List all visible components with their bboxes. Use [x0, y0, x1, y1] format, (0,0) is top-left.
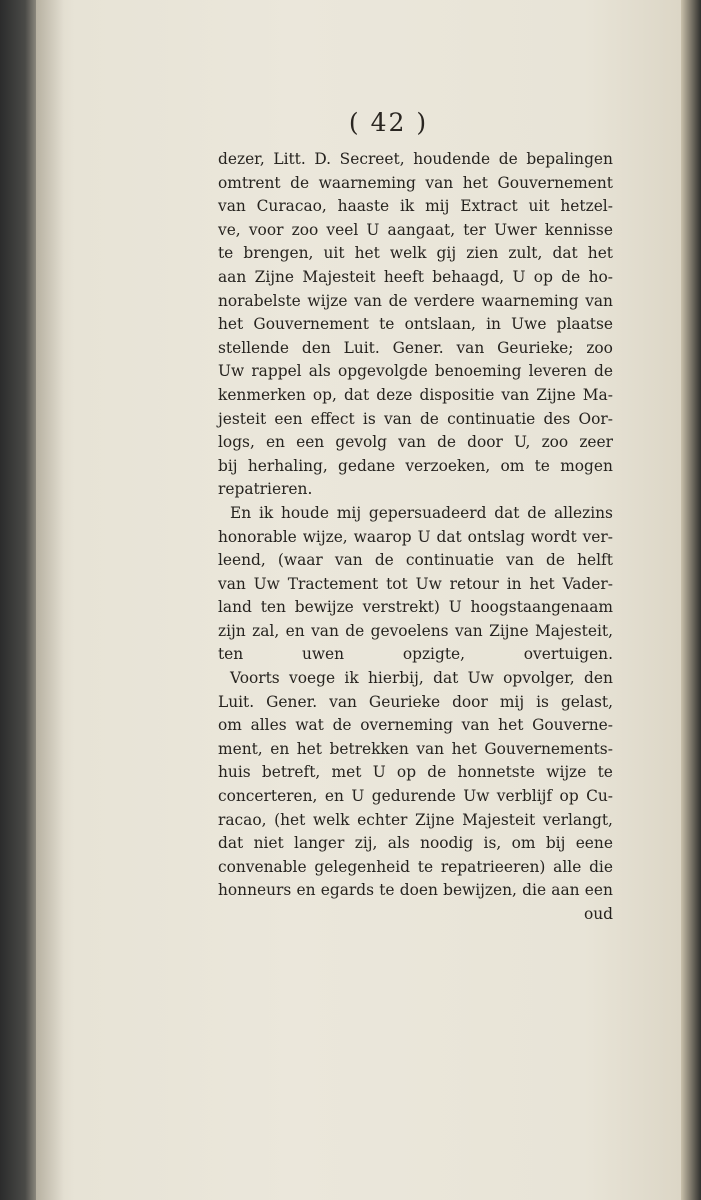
text-line: concerteren, en U gedurende Uw verblijf op Cu- — [218, 787, 613, 806]
text-line: van Curacao, haaste ik mij Extract uit hetzel- — [218, 197, 613, 216]
paragraphs — [218, 148, 613, 903]
text-line: het Gouvernement te ontslaan, in Uwe plaatse — [218, 315, 613, 334]
text-line: leend, (waar van de continuatie van de helft — [218, 551, 613, 570]
text-line: racao, (het welk echter Zijne Majesteit verlangt, — [218, 810, 613, 829]
text-line: dat niet langer zij, als noodig is, om bij eene — [218, 834, 613, 853]
text-line: huis betreft, met U op de honnetste wijze te — [218, 763, 613, 782]
text-line: ten uwen opzigte, overtuigen. — [218, 645, 613, 664]
text-line: honneurs en egards te doen bewijzen, die aan een — [218, 881, 613, 900]
text-line: Uw rappel als opgevolgde benoeming leveren de — [218, 362, 613, 381]
text-line: van Uw Tractement tot Uw retour in het Vader- — [218, 574, 613, 593]
text-line: repatrieren. — [218, 480, 313, 499]
text-line: Luit. Gener. van Geurieke door mij is gelast, — [218, 692, 613, 711]
catchword: oud — [583, 905, 613, 923]
text-line: kenmerken op, dat deze dispositie van Zijne Ma- — [218, 385, 613, 404]
text-line: zijn zal, en van de gevoelens van Zijne Majesteit, — [218, 621, 613, 640]
text-line: stellende den Luit. Gener. van Geurieke; zoo — [218, 338, 613, 357]
text-line: Voorts voege ik hierbij, dat Uw opvolger, den — [230, 669, 613, 688]
text-line: land ten bewijze verstrekt) U hoogstaangenaam — [218, 598, 613, 617]
text-line: honorable wijze, waarop U dat ontslag wordt ver- — [218, 527, 613, 546]
text-line: te brengen, uit het welk gij zien zult, dat het — [218, 244, 613, 263]
text-line: jesteit een effect is van de continuatie des Oor- — [218, 409, 613, 428]
text-line: En ik houde mij gepersuadeerd dat de allezins — [230, 503, 613, 522]
text-line: logs, en een gevolg van de door U, zoo zeer — [218, 433, 613, 452]
text-line: ve, voor zoo veel U aangaat, ter Uwer kennisse — [218, 220, 613, 239]
body-text — [218, 148, 613, 927]
text-line: convenable gelegenheid te repatrieeren) alle die — [218, 857, 613, 876]
text-line: om alles wat de overneming van het Gouverne- — [218, 716, 613, 735]
text-line: ment, en het betrekken van het Gouvernements- — [218, 739, 613, 758]
scanner-background-left — [0, 0, 36, 1200]
text-line: omtrent de waarneming van het Gouvernement — [218, 173, 613, 192]
page-number: ( 42 ) — [348, 108, 429, 137]
page-gutter-shadow — [36, 0, 64, 1200]
paragraph — [218, 502, 613, 667]
paragraph — [218, 667, 613, 903]
text-line: bij herhaling, gedane verzoeken, om te mogen — [218, 456, 613, 475]
paragraph — [218, 148, 613, 502]
text-line: dezer, Litt. D. Secreet, houdende de bepalingen — [218, 150, 613, 168]
text-line: norabelste wijze van de verdere waarneming van — [218, 291, 613, 310]
page-edge-right — [681, 0, 701, 1200]
text-line: aan Zijne Majesteit heeft behaagd, U op de ho- — [218, 267, 613, 286]
